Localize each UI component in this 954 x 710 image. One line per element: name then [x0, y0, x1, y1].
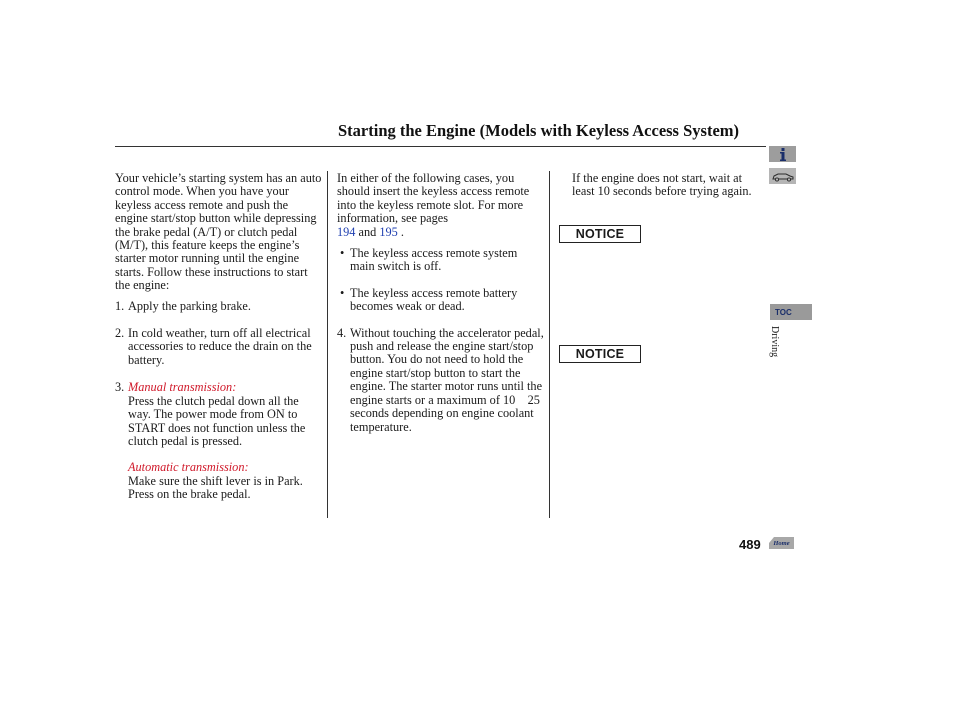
bullet-2-text: The keyless access remote battery becomes weak or dead.: [350, 285, 518, 314]
section-label: Driving: [769, 326, 780, 358]
step-1-number: 1.: [115, 298, 125, 313]
step-4-number: 4.: [337, 325, 347, 340]
step-2-number: 2.: [115, 326, 125, 341]
automatic-transmission-label: Automatic transmission:: [128, 460, 249, 475]
notice-box-1: NOTICE: [559, 225, 641, 243]
manual-transmission-text: Press the clutch pedal down all the way. The power mode from ON to START does not function unless the clutch pedal is pressed.: [128, 393, 306, 448]
retry-paragraph: If the engine does not start, wait at least 10 seconds before trying again.: [572, 171, 752, 199]
page-link-194[interactable]: 194: [337, 224, 356, 239]
home-button[interactable]: [768, 536, 795, 550]
cases-paragraph: [337, 172, 544, 239]
info-icon[interactable]: [769, 146, 796, 162]
car-icon[interactable]: [769, 168, 796, 184]
column-1: [115, 172, 323, 502]
intro-paragraph: Your vehicle’s starting system has an auto control mode. When you have your keyless access remote and push the engine start/stop button while depressing the brake pedal (A/T) or clutch pedal (M/T), this feature keeps the engine’s starter motor running until the engine starts. Follow these instructions to start the engine:: [115, 171, 322, 293]
toc-button[interactable]: TOC: [770, 304, 812, 320]
period-text: .: [400, 224, 404, 239]
step-1: [115, 300, 323, 313]
page-link-195[interactable]: 195: [379, 224, 398, 239]
step-4-text: Without touching the accelerator pedal, push and release the engine start/stop button. You do not need to hold the engine start/stop button to start the engine. The starter motor runs until the engine starts or a maximum of 10 25 seconds depending on engine coolant temperature.: [350, 325, 547, 434]
bullet-2: [337, 287, 544, 314]
page-title: Starting the Engine (Models with Keyless Access System): [338, 121, 740, 140]
step-2: [115, 327, 323, 367]
bullet-1: [337, 247, 544, 274]
bullet-dot: •: [340, 246, 345, 261]
step-4: [337, 325, 547, 434]
column-2: [337, 171, 547, 434]
step-1-text: Apply the parking brake.: [128, 298, 251, 313]
title-rule: [115, 146, 766, 147]
page-number: 489: [739, 537, 761, 552]
home-label: Home: [773, 539, 790, 547]
automatic-transmission-text: Make sure the shift lever is in Park. Press on the brake pedal.: [128, 473, 303, 502]
column-divider-2: [549, 171, 550, 518]
and-text: and: [358, 224, 377, 239]
step-3: [115, 381, 323, 394]
bullet-1-text: The keyless access remote system main switch is off.: [350, 246, 518, 274]
bullet-dot: •: [340, 285, 345, 300]
step-3-number: 3.: [115, 380, 125, 395]
column-divider-1: [327, 171, 328, 518]
cases-intro-text: In either of the following cases, you should insert the keyless access remote into the keyless remote slot. For more information, see pages: [337, 171, 530, 226]
notice-box-2: NOTICE: [559, 345, 641, 363]
column-3: [572, 172, 757, 199]
step-2-text: In cold weather, turn off all electrical accessories to reduce the drain on the battery.: [128, 326, 312, 367]
manual-transmission-label: Manual transmission:: [128, 380, 237, 395]
